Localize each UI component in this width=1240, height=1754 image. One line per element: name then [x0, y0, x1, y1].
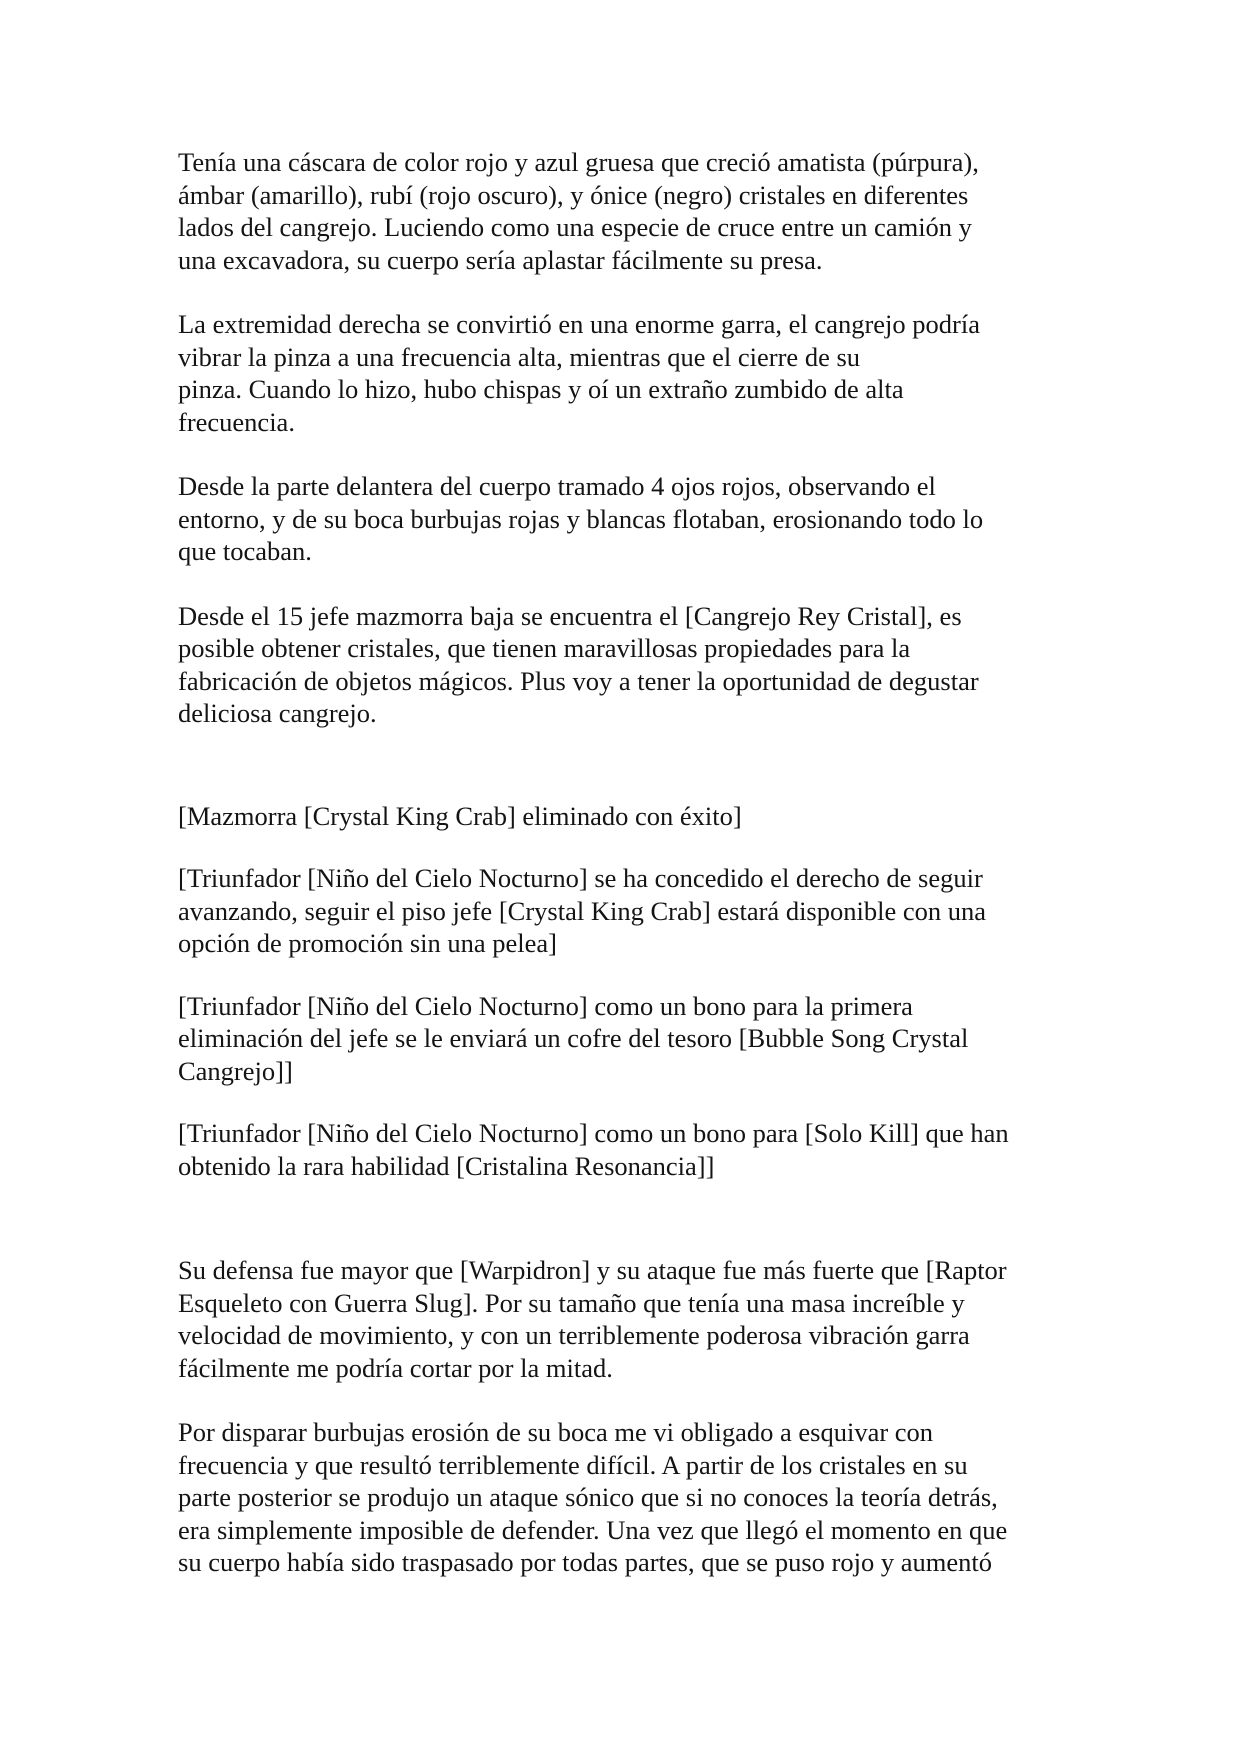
text-line: posible obtener cristales, que tienen maravillosas propiedades para la: [178, 633, 911, 663]
paragraph-defense: [178, 1254, 1078, 1384]
text-line: avanzando, seguir el piso jefe [Crystal King Crab] estará disponible con una: [178, 895, 987, 926]
text-line: Tenía una cáscara de color rojo y azul gruesa que creció amatista (púrpura),: [178, 147, 979, 177]
document-body: [178, 146, 1078, 1579]
text-line: velocidad de movimiento, y con un terriblemente poderosa vibración garra: [178, 1320, 970, 1350]
text-line: Su defensa fue mayor que [Warpidron] y su ataque fue más fuerte que [Raptor: [178, 1255, 1007, 1285]
paragraph-crab-shell: [178, 146, 1078, 276]
text-line: parte posterior se produjo un ataque sónico que si no conoces la teoría detrás,: [178, 1482, 998, 1512]
text-line: su cuerpo había sido traspasado por todas partes, que se puso rojo y aumentó: [178, 1547, 992, 1577]
text-line: Por disparar burbujas erosión de su boca me vi obligado a esquivar con: [178, 1417, 934, 1447]
text-line: lados del cangrejo. Luciendo como una especie de cruce entre un camión y: [178, 212, 972, 242]
text-line: ámbar (amarillo), rubí (rojo oscuro), y ónice (negro) cristales en diferentes: [178, 179, 969, 210]
paragraph-eyes: [178, 470, 1078, 568]
text-line: frecuencia y que resultó terriblemente difícil. A partir de los cristales en su: [178, 1449, 968, 1480]
text-line: Desde el 15 jefe mazmorra baja se encuentra el [Cangrejo Rey Cristal], es: [178, 600, 962, 631]
paragraph-bubbles: [178, 1416, 1078, 1579]
text-line: deliciosa cangrejo.: [178, 698, 377, 728]
text-line: opción de promoción sin una pelea]: [178, 928, 557, 958]
text-line: vibrar la pinza a una frecuencia alta, mientras que el cierre de su: [178, 341, 861, 372]
text-line: La extremidad derecha se convirtió en una enorme garra, el cangrejo podría: [178, 309, 980, 339]
text-line: era simplemente imposible de defender. Una vez que llegó el momento en que: [178, 1514, 1008, 1545]
paragraph-claw: [178, 308, 1078, 438]
text-line: [Triunfador [Niño del Cielo Nocturno] se ha concedido el derecho de seguir: [178, 863, 983, 893]
text-line: eliminación del jefe se le enviará un cofre del tesoro [Bubble Song Crystal: [178, 1023, 969, 1053]
text-line: [Mazmorra [Crystal King Crab] eliminado con éxito]: [178, 800, 742, 831]
system-message-advance: [178, 862, 1078, 960]
text-line: frecuencia.: [178, 406, 295, 437]
text-line: [Triunfador [Niño del Cielo Nocturno] como un bono para [Solo Kill] que han: [178, 1118, 1009, 1148]
text-line: fabricación de objetos mágicos. Plus voy a tener la oportunidad de degustar: [178, 665, 979, 696]
system-message-skill: [178, 1117, 1078, 1182]
text-line: Cangrejo]]: [178, 1055, 293, 1086]
text-line: Desde la parte delantera del cuerpo tramado 4 ojos rojos, observando el: [178, 471, 936, 501]
text-line: una excavadora, su cuerpo sería aplastar fácilmente su presa.: [178, 244, 823, 275]
text-line: obtenido la rara habilidad [Cristalina Resonancia]]: [178, 1150, 715, 1181]
text-line: [Triunfador [Niño del Cielo Nocturno] como un bono para la primera: [178, 990, 913, 1021]
text-line: fácilmente me podría cortar por la mitad.: [178, 1352, 613, 1383]
system-message-dungeon-cleared: [178, 800, 1078, 833]
text-line: que tocaban.: [178, 536, 312, 566]
system-message-treasure: [178, 990, 1078, 1088]
paragraph-crystals: [178, 600, 1078, 730]
text-line: entorno, y de su boca burbujas rojas y blancas flotaban, erosionando todo lo: [178, 503, 984, 534]
text-line: Esqueleto con Guerra Slug]. Por su tamaño que tenía una masa increíble y: [178, 1287, 965, 1318]
text-line: pinza. Cuando lo hizo, hubo chispas y oí un extraño zumbido de alta: [178, 374, 904, 404]
